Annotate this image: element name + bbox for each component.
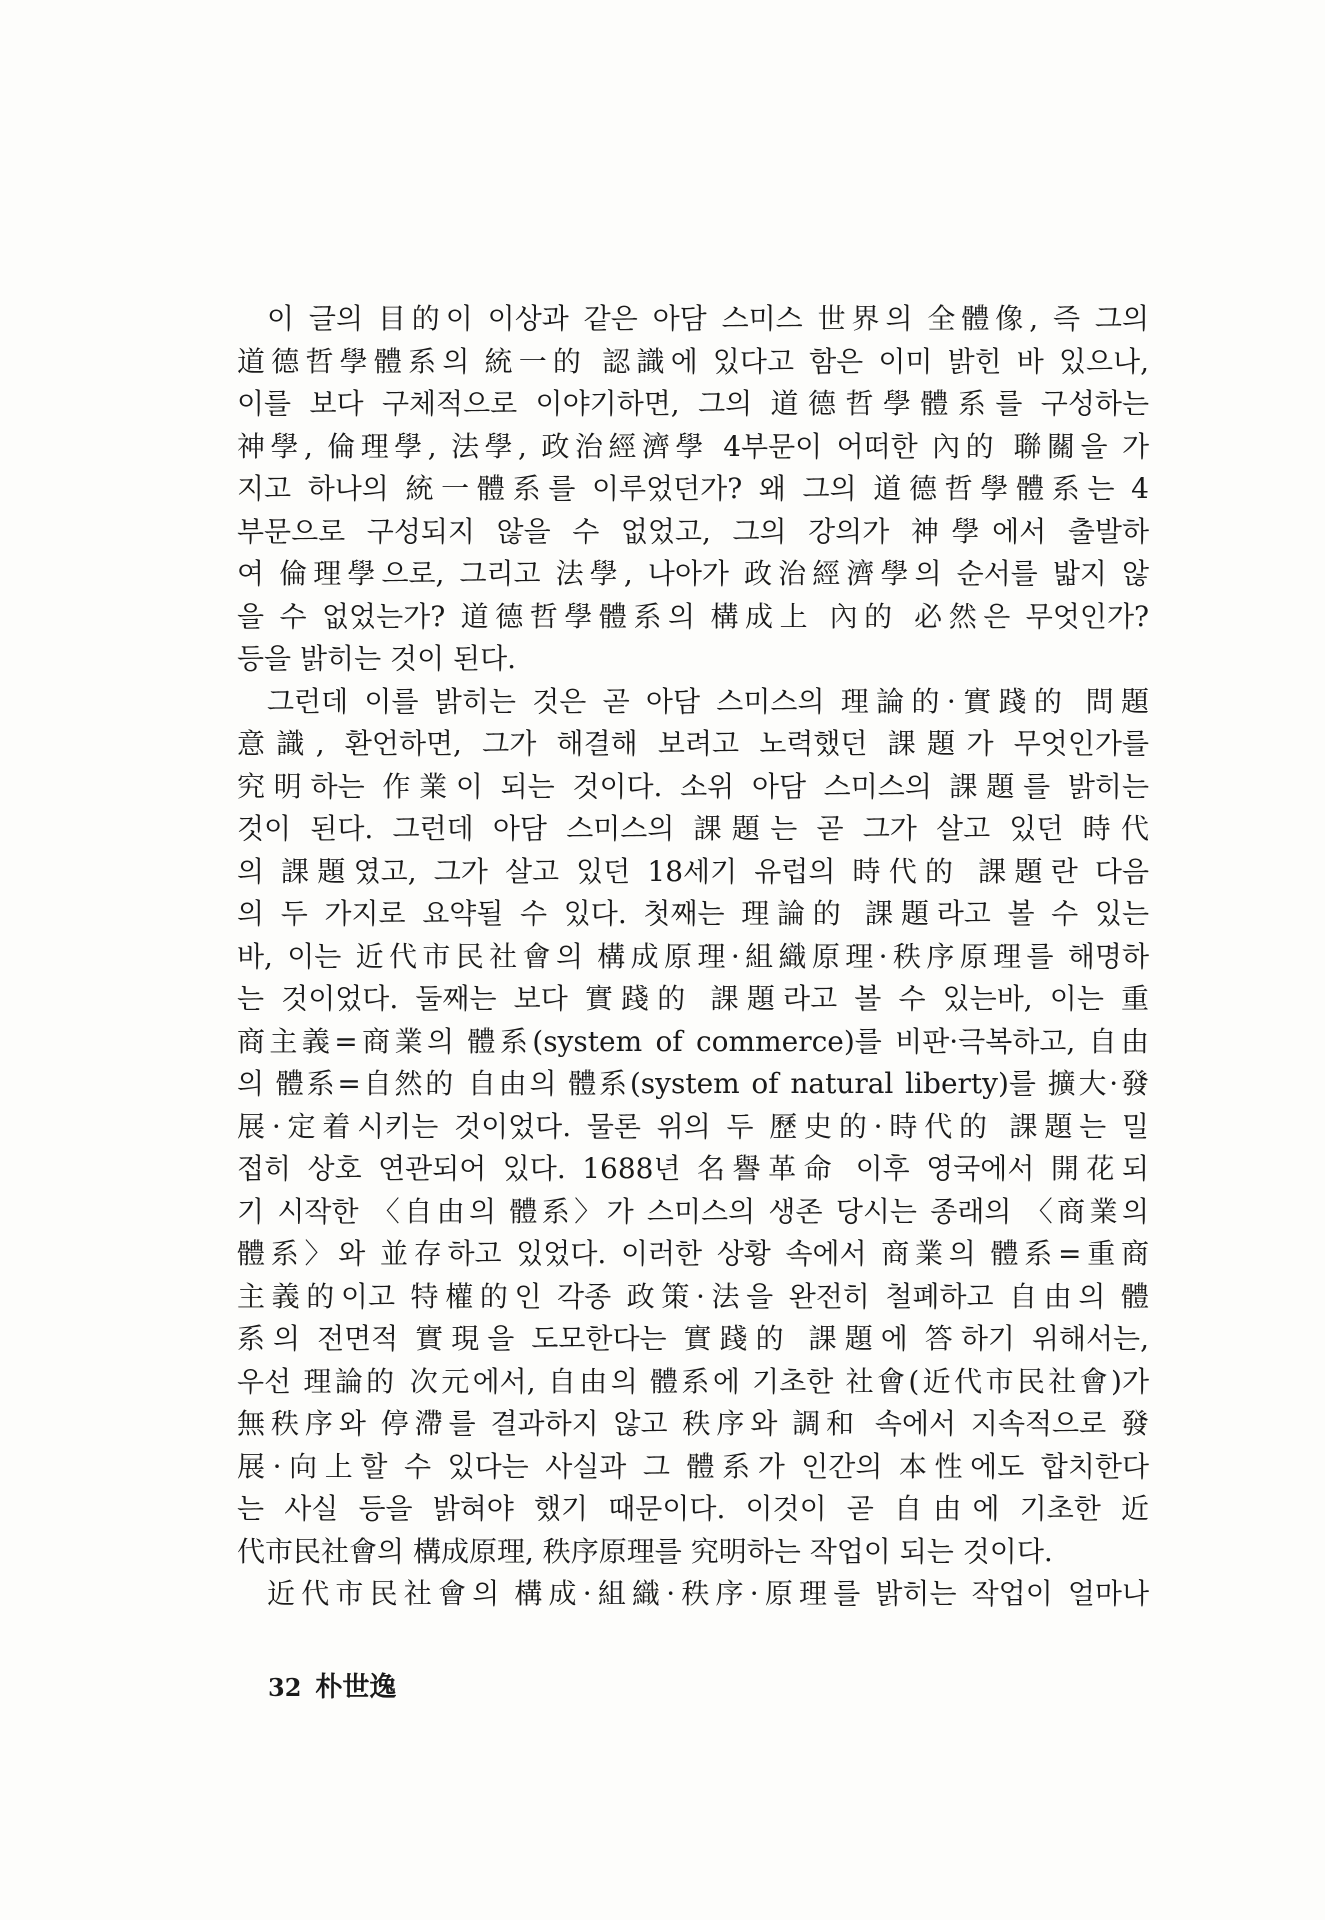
text-line: 등을 밝히는 것이 된다.: [237, 642, 517, 675]
text-line: 바, 이는 近代市民社會의 構成原理·組織原理·秩序原理를 해명하: [237, 939, 1149, 973]
text-line: 系의 전면적 實現을 도모한다는 實踐的 課題에 答하기 위해서는,: [237, 1322, 1149, 1355]
text-line: 는 것이었다. 둘째는 보다 實踐的 課題라고 볼 수 있는바, 이는 重: [237, 982, 1149, 1015]
text-line: 展·向上할 수 있다는 사실과 그 體系가 인간의 本性에도 합치한다: [237, 1449, 1149, 1483]
text-line: 이 글의 目的이 이상과 같은 아담 스미스 世界의 全體像, 즉 그의: [267, 302, 1149, 335]
text-line: 主義的이고 特權的인 각종 政策·法을 완전히 철폐하고 自由의 體: [237, 1279, 1149, 1313]
text-line: 는 사실 등을 밝혀야 했기 때문이다. 이것이 곧 自由에 기초한 近: [237, 1492, 1149, 1525]
text-line: 의 體系=自然的 自由의 體系(system of natural liberty)를 擴大·發: [237, 1067, 1149, 1100]
text-line: 을 수 없었는가? 道德哲學體系의 構成上 內的 必然은 무엇인가?: [237, 599, 1149, 633]
text-line: 여 倫理學으로, 그리고 法學, 나아가 政治經濟學의 순서를 밟지 않: [237, 557, 1149, 590]
text-line: 부문으로 구성되지 않을 수 없었고, 그의 강의가 神學에서 출발하: [237, 514, 1149, 548]
page-number: 32: [268, 1673, 302, 1702]
text-line: 접히 상호 연관되어 있다. 1688년 名譽革命 이후 영국에서 開花되: [237, 1152, 1149, 1185]
text-line: 無秩序와 停滯를 결과하지 않고 秩序와 調和 속에서 지속적으로 發: [237, 1407, 1149, 1440]
text-line: 展·定着시키는 것이었다. 물론 위의 두 歷史的·時代的 課題는 밀: [237, 1109, 1149, 1143]
text-line: 이를 보다 구체적으로 이야기하면, 그의 道德哲學體系를 구성하는: [237, 387, 1149, 420]
text-line: 것이 된다. 그런데 아담 스미스의 課題는 곧 그가 살고 있던 時代: [237, 812, 1149, 845]
text-line: 神學, 倫理學, 法學, 政治經濟學 4부문이 어떠한 內的 聯關을 가: [237, 429, 1149, 463]
text-line: 의 課題였고, 그가 살고 있던 18세기 유럽의 時代的 課題란 다음: [237, 854, 1149, 888]
text-line: 道德哲學體系의 統一的 認識에 있다고 함은 이미 밝힌 바 있으나,: [237, 344, 1149, 378]
text-line: 그런데 이를 밝히는 것은 곧 아담 스미스의 理論的·實踐的 問題: [267, 684, 1149, 718]
text-line: 의 두 가지로 요약될 수 있다. 첫째는 理論的 課題라고 볼 수 있는: [237, 897, 1149, 930]
page-footer: [268, 1665, 396, 1704]
text-line: 近代市民社會의 構成·組織·秩序·原理를 밝히는 작업이 얼마나: [267, 1577, 1149, 1610]
text-line: 代市民社會의 構成原理, 秩序原理를 究明하는 작업이 되는 것이다.: [237, 1534, 1053, 1568]
text-line: 지고 하나의 統一體系를 이루었던가? 왜 그의 道德哲學體系는 4: [237, 472, 1149, 505]
text-line: 究明하는 作業이 되는 것이다. 소위 아담 스미스의 課題를 밝히는: [237, 769, 1149, 803]
body-text: [237, 298, 1149, 1616]
text-line: 意識, 환언하면, 그가 해결해 보려고 노력했던 課題가 무엇인가를: [237, 727, 1149, 760]
text-line: 기 시작한 〈自由의 體系〉가 스미스의 생존 당시는 종래의 〈商業의: [237, 1194, 1149, 1228]
text-line: 商主義=商業의 體系(system of commerce)를 비판·극복하고, 自由: [237, 1024, 1149, 1058]
text-line: 體系〉와 並存하고 있었다. 이러한 상황 속에서 商業의 體系=重商: [237, 1237, 1149, 1270]
text-line: 우선 理論的 次元에서, 自由의 體系에 기초한 社會(近代市民社會)가: [237, 1364, 1149, 1398]
author-name: 朴世逸: [315, 1672, 397, 1703]
